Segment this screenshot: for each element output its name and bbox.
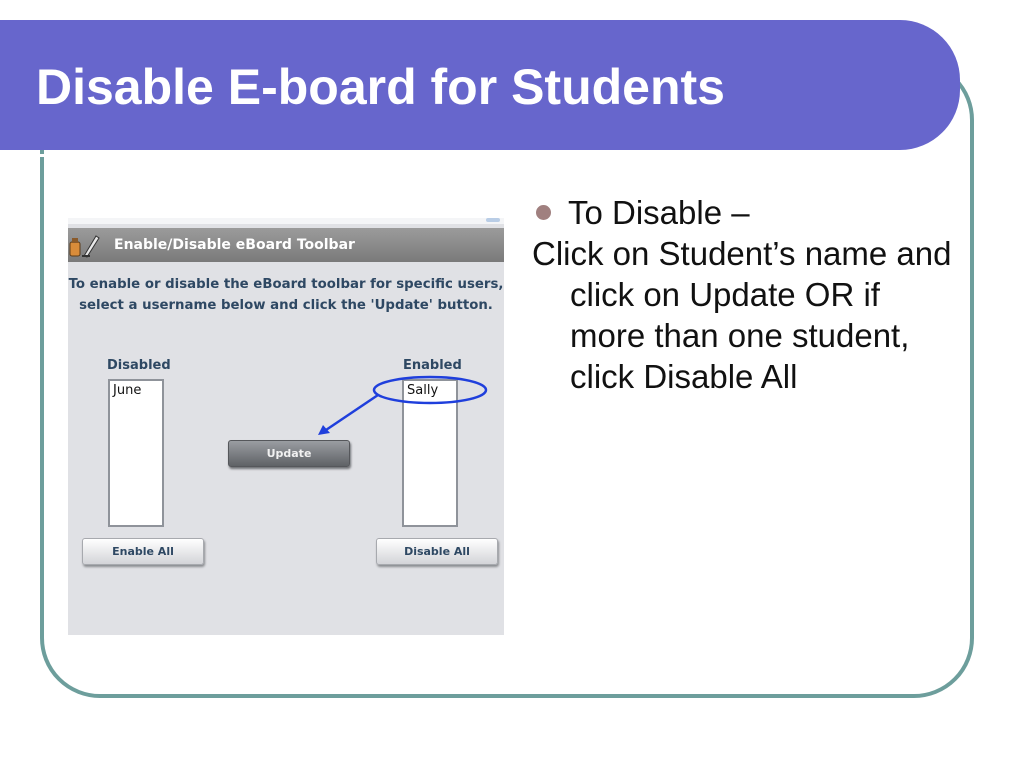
round-bullet-icon <box>536 205 551 220</box>
embedded-screenshot <box>68 218 504 635</box>
screenshot-top-strip <box>68 218 504 224</box>
window-title: Enable/Disable eBoard Toolbar <box>114 237 355 253</box>
bullet-item <box>532 192 952 233</box>
disabled-label: Disabled <box>107 358 171 373</box>
title-band <box>0 20 960 150</box>
slide-body <box>532 192 952 397</box>
bullet-text: To Disable – <box>568 194 750 231</box>
instruction-paragraph: Click on Student’s name and click on Update OR if more than one student, click Disable All <box>532 235 952 395</box>
list-item-sally[interactable]: Sally <box>407 383 439 398</box>
instructions-text: To enable or disable the eBoard toolbar for specific users, select a username below and click the 'Update' button. <box>68 277 504 313</box>
slide-title: Disable E-board for Students <box>36 59 725 115</box>
window-titlebar <box>68 228 504 262</box>
update-button[interactable]: Update <box>228 440 350 467</box>
toolbar-tools-icon <box>68 232 102 258</box>
list-item-june[interactable]: June <box>113 383 142 398</box>
enabled-label: Enabled <box>403 358 462 373</box>
title-underline <box>0 154 904 157</box>
disabled-users-listbox[interactable] <box>108 379 164 527</box>
disable-all-button[interactable]: Disable All <box>376 538 498 565</box>
annotation-arrow-line <box>323 395 378 432</box>
annotation-arrowhead-icon <box>318 425 330 435</box>
enabled-users-listbox[interactable] <box>402 379 458 527</box>
enable-all-button[interactable]: Enable All <box>82 538 204 565</box>
scroll-tab-icon <box>486 218 500 222</box>
